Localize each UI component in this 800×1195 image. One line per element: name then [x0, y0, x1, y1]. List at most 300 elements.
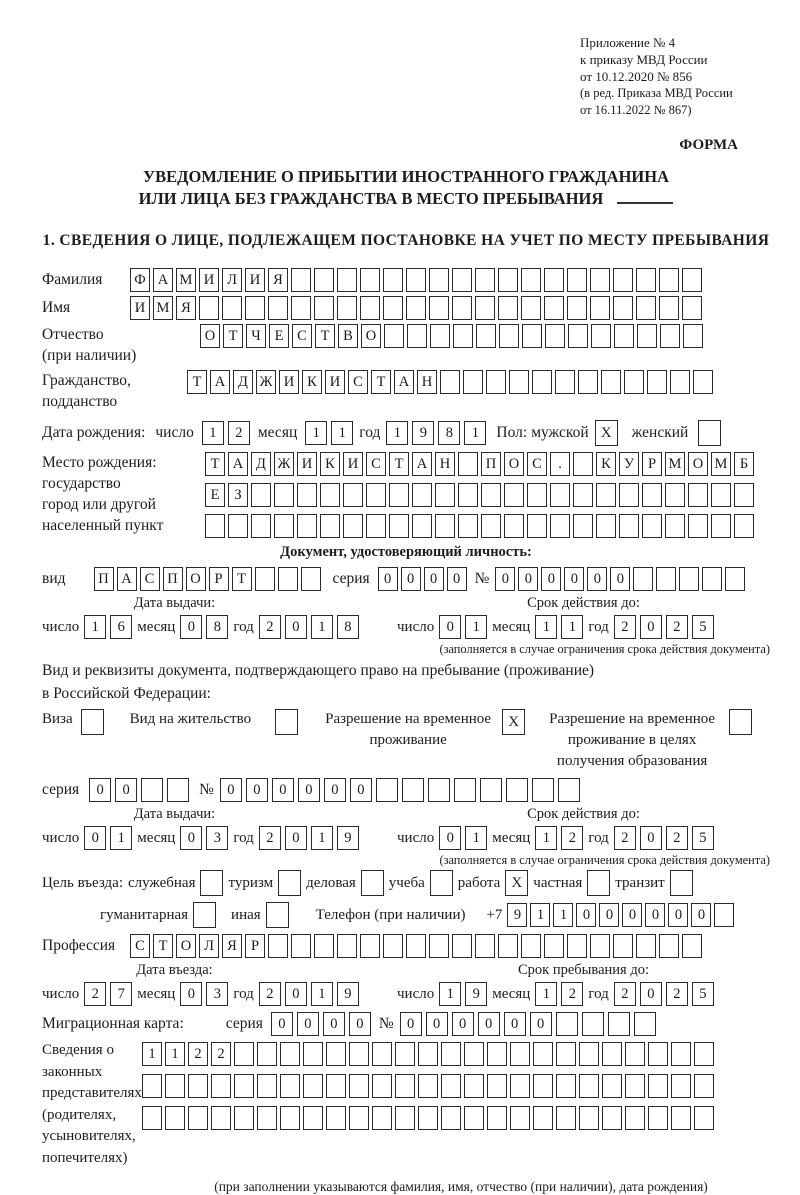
char-cell[interactable]	[429, 296, 449, 320]
char-cell[interactable]	[188, 1106, 208, 1130]
purpose-other-checkbox[interactable]	[266, 902, 289, 928]
char-cell[interactable]: О	[504, 452, 524, 476]
char-cell[interactable]	[624, 370, 644, 394]
char-cell[interactable]	[510, 1106, 530, 1130]
char-cell[interactable]: Т	[232, 567, 252, 591]
char-cell[interactable]	[291, 268, 311, 292]
purpose-humanitarian-checkbox[interactable]	[193, 902, 216, 928]
char-cell[interactable]: 0	[285, 826, 307, 850]
char-cell[interactable]: 8	[438, 421, 460, 445]
char-cell[interactable]: Б	[734, 452, 754, 476]
char-cell[interactable]: 2	[211, 1042, 231, 1066]
char-cell[interactable]	[647, 370, 667, 394]
char-cell[interactable]	[693, 370, 713, 394]
char-cell[interactable]	[636, 934, 656, 958]
char-cell[interactable]	[556, 1074, 576, 1098]
char-cell[interactable]	[619, 514, 639, 538]
char-cell[interactable]	[590, 268, 610, 292]
char-cell[interactable]: А	[117, 567, 137, 591]
char-cell[interactable]: 0	[587, 567, 607, 591]
char-cell[interactable]	[274, 483, 294, 507]
char-cell[interactable]	[694, 1106, 714, 1130]
char-cell[interactable]: 0	[564, 567, 584, 591]
char-cell[interactable]: И	[245, 268, 265, 292]
char-cell[interactable]: Я	[268, 268, 288, 292]
char-cell[interactable]	[406, 296, 426, 320]
char-cell[interactable]	[320, 483, 340, 507]
char-cell[interactable]: О	[186, 567, 206, 591]
char-cell[interactable]	[625, 1042, 645, 1066]
char-cell[interactable]: С	[140, 567, 160, 591]
char-cell[interactable]	[509, 370, 529, 394]
char-cell[interactable]	[532, 778, 554, 802]
char-cell[interactable]: 0	[220, 778, 242, 802]
char-cell[interactable]	[613, 296, 633, 320]
char-cell[interactable]: С	[348, 370, 368, 394]
char-cell[interactable]	[255, 567, 275, 591]
char-cell[interactable]	[458, 452, 478, 476]
char-cell[interactable]: 0	[323, 1012, 345, 1036]
char-cell[interactable]	[499, 324, 519, 348]
char-cell[interactable]	[671, 1106, 691, 1130]
char-cell[interactable]: И	[199, 268, 219, 292]
char-cell[interactable]	[280, 1106, 300, 1130]
char-cell[interactable]	[613, 268, 633, 292]
char-cell[interactable]	[268, 296, 288, 320]
char-cell[interactable]	[636, 296, 656, 320]
char-cell[interactable]: А	[153, 268, 173, 292]
char-cell[interactable]: 0	[495, 567, 515, 591]
char-cell[interactable]	[714, 903, 734, 927]
char-cell[interactable]	[257, 1106, 277, 1130]
char-cell[interactable]	[544, 296, 564, 320]
char-cell[interactable]: 5	[692, 615, 714, 639]
char-cell[interactable]	[257, 1074, 277, 1098]
char-cell[interactable]	[683, 324, 703, 348]
char-cell[interactable]	[314, 934, 334, 958]
char-cell[interactable]: 0	[84, 826, 106, 850]
char-cell[interactable]: 0	[504, 1012, 526, 1036]
char-cell[interactable]: 2	[259, 826, 281, 850]
char-cell[interactable]	[498, 268, 518, 292]
char-cell[interactable]	[337, 296, 357, 320]
char-cell[interactable]: 1	[142, 1042, 162, 1066]
char-cell[interactable]: .	[550, 452, 570, 476]
char-cell[interactable]	[389, 483, 409, 507]
char-cell[interactable]	[412, 514, 432, 538]
char-cell[interactable]: 0	[576, 903, 596, 927]
char-cell[interactable]: 0	[668, 903, 688, 927]
char-cell[interactable]: 1	[553, 903, 573, 927]
char-cell[interactable]: З	[228, 483, 248, 507]
char-cell[interactable]	[303, 1074, 323, 1098]
char-cell[interactable]	[301, 567, 321, 591]
char-cell[interactable]: О	[176, 934, 196, 958]
char-cell[interactable]	[648, 1074, 668, 1098]
char-cell[interactable]	[188, 1074, 208, 1098]
char-cell[interactable]	[205, 514, 225, 538]
char-cell[interactable]	[440, 370, 460, 394]
char-cell[interactable]	[568, 324, 588, 348]
char-cell[interactable]	[441, 1106, 461, 1130]
char-cell[interactable]	[582, 1012, 604, 1036]
char-cell[interactable]: К	[302, 370, 322, 394]
char-cell[interactable]	[579, 1042, 599, 1066]
char-cell[interactable]	[199, 296, 219, 320]
char-cell[interactable]	[475, 934, 495, 958]
char-cell[interactable]	[533, 1106, 553, 1130]
char-cell[interactable]	[665, 514, 685, 538]
char-cell[interactable]	[458, 483, 478, 507]
char-cell[interactable]	[280, 1042, 300, 1066]
char-cell[interactable]	[274, 514, 294, 538]
char-cell[interactable]	[670, 370, 690, 394]
sex-female-checkbox[interactable]	[698, 420, 721, 446]
char-cell[interactable]: Ф	[130, 268, 150, 292]
char-cell[interactable]: 0	[622, 903, 642, 927]
char-cell[interactable]	[556, 1012, 578, 1036]
char-cell[interactable]: 2	[259, 615, 281, 639]
char-cell[interactable]	[383, 268, 403, 292]
char-cell[interactable]: 1	[439, 982, 461, 1006]
char-cell[interactable]	[711, 514, 731, 538]
char-cell[interactable]	[257, 1042, 277, 1066]
char-cell[interactable]	[487, 1074, 507, 1098]
char-cell[interactable]: 0	[640, 615, 662, 639]
char-cell[interactable]	[481, 514, 501, 538]
char-cell[interactable]	[234, 1106, 254, 1130]
char-cell[interactable]	[278, 567, 298, 591]
char-cell[interactable]	[326, 1074, 346, 1098]
char-cell[interactable]	[487, 1106, 507, 1130]
char-cell[interactable]: 2	[228, 421, 250, 445]
char-cell[interactable]	[591, 324, 611, 348]
char-cell[interactable]: 0	[115, 778, 137, 802]
char-cell[interactable]	[165, 1106, 185, 1130]
char-cell[interactable]	[544, 934, 564, 958]
char-cell[interactable]: И	[279, 370, 299, 394]
char-cell[interactable]: 0	[426, 1012, 448, 1036]
char-cell[interactable]: 0	[350, 778, 372, 802]
char-cell[interactable]	[349, 1042, 369, 1066]
char-cell[interactable]	[428, 778, 450, 802]
purpose-study-checkbox[interactable]	[430, 870, 453, 896]
char-cell[interactable]: П	[163, 567, 183, 591]
char-cell[interactable]	[320, 514, 340, 538]
char-cell[interactable]: 5	[692, 826, 714, 850]
char-cell[interactable]	[476, 324, 496, 348]
char-cell[interactable]	[688, 483, 708, 507]
char-cell[interactable]: 0	[645, 903, 665, 927]
char-cell[interactable]	[167, 778, 189, 802]
char-cell[interactable]	[510, 1074, 530, 1098]
char-cell[interactable]	[142, 1074, 162, 1098]
char-cell[interactable]: 2	[666, 826, 688, 850]
char-cell[interactable]	[412, 483, 432, 507]
char-cell[interactable]	[734, 483, 754, 507]
char-cell[interactable]: 9	[465, 982, 487, 1006]
char-cell[interactable]	[228, 514, 248, 538]
char-cell[interactable]	[521, 296, 541, 320]
char-cell[interactable]: 0	[89, 778, 111, 802]
char-cell[interactable]	[608, 1012, 630, 1036]
char-cell[interactable]: 0	[640, 826, 662, 850]
char-cell[interactable]: 1	[311, 826, 333, 850]
char-cell[interactable]	[679, 567, 699, 591]
char-cell[interactable]	[291, 296, 311, 320]
char-cell[interactable]	[659, 268, 679, 292]
char-cell[interactable]	[383, 934, 403, 958]
char-cell[interactable]	[211, 1106, 231, 1130]
char-cell[interactable]	[435, 514, 455, 538]
char-cell[interactable]: Р	[642, 452, 662, 476]
char-cell[interactable]: 6	[110, 615, 132, 639]
purpose-work-checkbox[interactable]: X	[505, 870, 528, 896]
char-cell[interactable]: П	[94, 567, 114, 591]
char-cell[interactable]	[452, 296, 472, 320]
char-cell[interactable]: М	[153, 296, 173, 320]
char-cell[interactable]: 1	[84, 615, 106, 639]
char-cell[interactable]: 0	[518, 567, 538, 591]
char-cell[interactable]	[395, 1042, 415, 1066]
char-cell[interactable]	[510, 1042, 530, 1066]
char-cell[interactable]	[556, 1106, 576, 1130]
char-cell[interactable]: 0	[285, 982, 307, 1006]
char-cell[interactable]	[521, 268, 541, 292]
char-cell[interactable]: 0	[246, 778, 268, 802]
char-cell[interactable]: Т	[153, 934, 173, 958]
visa-checkbox[interactable]	[81, 709, 104, 735]
char-cell[interactable]: 0	[349, 1012, 371, 1036]
char-cell[interactable]: Р	[245, 934, 265, 958]
char-cell[interactable]: 2	[561, 826, 583, 850]
char-cell[interactable]	[498, 934, 518, 958]
char-cell[interactable]	[343, 514, 363, 538]
char-cell[interactable]	[372, 1074, 392, 1098]
char-cell[interactable]: Ч	[246, 324, 266, 348]
char-cell[interactable]	[533, 1074, 553, 1098]
char-cell[interactable]	[165, 1074, 185, 1098]
char-cell[interactable]	[550, 514, 570, 538]
char-cell[interactable]: С	[366, 452, 386, 476]
char-cell[interactable]: М	[665, 452, 685, 476]
char-cell[interactable]: 0	[541, 567, 561, 591]
char-cell[interactable]: Т	[205, 452, 225, 476]
char-cell[interactable]	[682, 296, 702, 320]
char-cell[interactable]	[384, 324, 404, 348]
char-cell[interactable]: 0	[424, 567, 444, 591]
char-cell[interactable]: 3	[206, 826, 228, 850]
char-cell[interactable]	[656, 567, 676, 591]
char-cell[interactable]: 0	[324, 778, 346, 802]
char-cell[interactable]	[452, 934, 472, 958]
char-cell[interactable]	[372, 1106, 392, 1130]
char-cell[interactable]: 1	[311, 982, 333, 1006]
char-cell[interactable]	[481, 483, 501, 507]
char-cell[interactable]	[567, 296, 587, 320]
char-cell[interactable]	[682, 268, 702, 292]
char-cell[interactable]: Е	[269, 324, 289, 348]
char-cell[interactable]: 0	[439, 826, 461, 850]
char-cell[interactable]: 9	[337, 982, 359, 1006]
char-cell[interactable]	[665, 483, 685, 507]
char-cell[interactable]	[544, 268, 564, 292]
char-cell[interactable]	[596, 514, 616, 538]
char-cell[interactable]: 2	[666, 615, 688, 639]
char-cell[interactable]	[636, 268, 656, 292]
char-cell[interactable]	[303, 1042, 323, 1066]
char-cell[interactable]	[464, 1042, 484, 1066]
char-cell[interactable]	[372, 1042, 392, 1066]
char-cell[interactable]	[441, 1042, 461, 1066]
char-cell[interactable]	[211, 1074, 231, 1098]
char-cell[interactable]	[634, 1012, 656, 1036]
char-cell[interactable]	[475, 296, 495, 320]
char-cell[interactable]: 0	[298, 778, 320, 802]
char-cell[interactable]: А	[228, 452, 248, 476]
char-cell[interactable]	[734, 514, 754, 538]
char-cell[interactable]	[337, 934, 357, 958]
purpose-transit-checkbox[interactable]	[670, 870, 693, 896]
char-cell[interactable]: К	[596, 452, 616, 476]
char-cell[interactable]	[297, 483, 317, 507]
char-cell[interactable]: Т	[371, 370, 391, 394]
char-cell[interactable]: 2	[561, 982, 583, 1006]
char-cell[interactable]: Р	[209, 567, 229, 591]
char-cell[interactable]: 9	[507, 903, 527, 927]
char-cell[interactable]	[573, 483, 593, 507]
char-cell[interactable]: И	[325, 370, 345, 394]
char-cell[interactable]	[389, 514, 409, 538]
char-cell[interactable]: 1	[311, 615, 333, 639]
char-cell[interactable]: Я	[222, 934, 242, 958]
sex-male-checkbox[interactable]: X	[595, 420, 618, 446]
char-cell[interactable]	[506, 778, 528, 802]
char-cell[interactable]: 1	[465, 615, 487, 639]
char-cell[interactable]	[642, 483, 662, 507]
char-cell[interactable]	[337, 268, 357, 292]
char-cell[interactable]	[430, 324, 450, 348]
char-cell[interactable]	[245, 296, 265, 320]
char-cell[interactable]: 0	[400, 1012, 422, 1036]
char-cell[interactable]: 0	[447, 567, 467, 591]
char-cell[interactable]	[579, 1074, 599, 1098]
char-cell[interactable]	[567, 934, 587, 958]
char-cell[interactable]	[573, 452, 593, 476]
char-cell[interactable]: С	[130, 934, 150, 958]
char-cell[interactable]	[418, 1074, 438, 1098]
char-cell[interactable]: 8	[337, 615, 359, 639]
char-cell[interactable]	[360, 934, 380, 958]
char-cell[interactable]	[527, 483, 547, 507]
char-cell[interactable]: Н	[417, 370, 437, 394]
char-cell[interactable]	[532, 370, 552, 394]
char-cell[interactable]	[383, 296, 403, 320]
char-cell[interactable]: 1	[464, 421, 486, 445]
char-cell[interactable]: 9	[412, 421, 434, 445]
char-cell[interactable]: 0	[452, 1012, 474, 1036]
char-cell[interactable]	[251, 483, 271, 507]
char-cell[interactable]	[464, 1106, 484, 1130]
char-cell[interactable]	[573, 514, 593, 538]
char-cell[interactable]	[527, 514, 547, 538]
char-cell[interactable]: 2	[188, 1042, 208, 1066]
char-cell[interactable]	[486, 370, 506, 394]
char-cell[interactable]: 1	[535, 615, 557, 639]
char-cell[interactable]	[579, 1106, 599, 1130]
char-cell[interactable]	[458, 514, 478, 538]
char-cell[interactable]	[251, 514, 271, 538]
char-cell[interactable]: И	[130, 296, 150, 320]
char-cell[interactable]: 1	[110, 826, 132, 850]
char-cell[interactable]	[454, 778, 476, 802]
char-cell[interactable]	[602, 1042, 622, 1066]
char-cell[interactable]: 2	[614, 615, 636, 639]
char-cell[interactable]: 0	[599, 903, 619, 927]
char-cell[interactable]	[463, 370, 483, 394]
char-cell[interactable]	[648, 1042, 668, 1066]
char-cell[interactable]	[659, 296, 679, 320]
char-cell[interactable]: М	[176, 268, 196, 292]
char-cell[interactable]	[602, 1106, 622, 1130]
char-cell[interactable]	[395, 1074, 415, 1098]
char-cell[interactable]	[234, 1042, 254, 1066]
char-cell[interactable]	[418, 1042, 438, 1066]
purpose-business-checkbox[interactable]	[200, 870, 223, 896]
char-cell[interactable]	[435, 483, 455, 507]
char-cell[interactable]: 0	[640, 982, 662, 1006]
char-cell[interactable]	[556, 1042, 576, 1066]
purpose-commercial-checkbox[interactable]	[361, 870, 384, 896]
char-cell[interactable]: А	[210, 370, 230, 394]
char-cell[interactable]: 1	[535, 982, 557, 1006]
char-cell[interactable]	[418, 1106, 438, 1130]
char-cell[interactable]	[376, 778, 398, 802]
char-cell[interactable]: А	[394, 370, 414, 394]
char-cell[interactable]	[711, 483, 731, 507]
char-cell[interactable]	[625, 1074, 645, 1098]
char-cell[interactable]	[601, 370, 621, 394]
char-cell[interactable]	[614, 324, 634, 348]
char-cell[interactable]: 2	[614, 982, 636, 1006]
char-cell[interactable]	[694, 1042, 714, 1066]
char-cell[interactable]	[688, 514, 708, 538]
char-cell[interactable]: 1	[202, 421, 224, 445]
char-cell[interactable]	[453, 324, 473, 348]
char-cell[interactable]	[590, 296, 610, 320]
char-cell[interactable]	[360, 268, 380, 292]
char-cell[interactable]: 0	[297, 1012, 319, 1036]
char-cell[interactable]	[659, 934, 679, 958]
char-cell[interactable]: Д	[251, 452, 271, 476]
char-cell[interactable]: 0	[180, 826, 202, 850]
char-cell[interactable]	[633, 567, 653, 591]
char-cell[interactable]: Д	[233, 370, 253, 394]
char-cell[interactable]	[349, 1106, 369, 1130]
char-cell[interactable]	[671, 1074, 691, 1098]
char-cell[interactable]: Т	[389, 452, 409, 476]
char-cell[interactable]	[498, 296, 518, 320]
char-cell[interactable]	[682, 934, 702, 958]
char-cell[interactable]	[406, 268, 426, 292]
char-cell[interactable]: 0	[271, 1012, 293, 1036]
char-cell[interactable]	[222, 296, 242, 320]
char-cell[interactable]	[314, 296, 334, 320]
char-cell[interactable]: 0	[401, 567, 421, 591]
char-cell[interactable]: У	[619, 452, 639, 476]
char-cell[interactable]	[314, 268, 334, 292]
char-cell[interactable]: В	[338, 324, 358, 348]
